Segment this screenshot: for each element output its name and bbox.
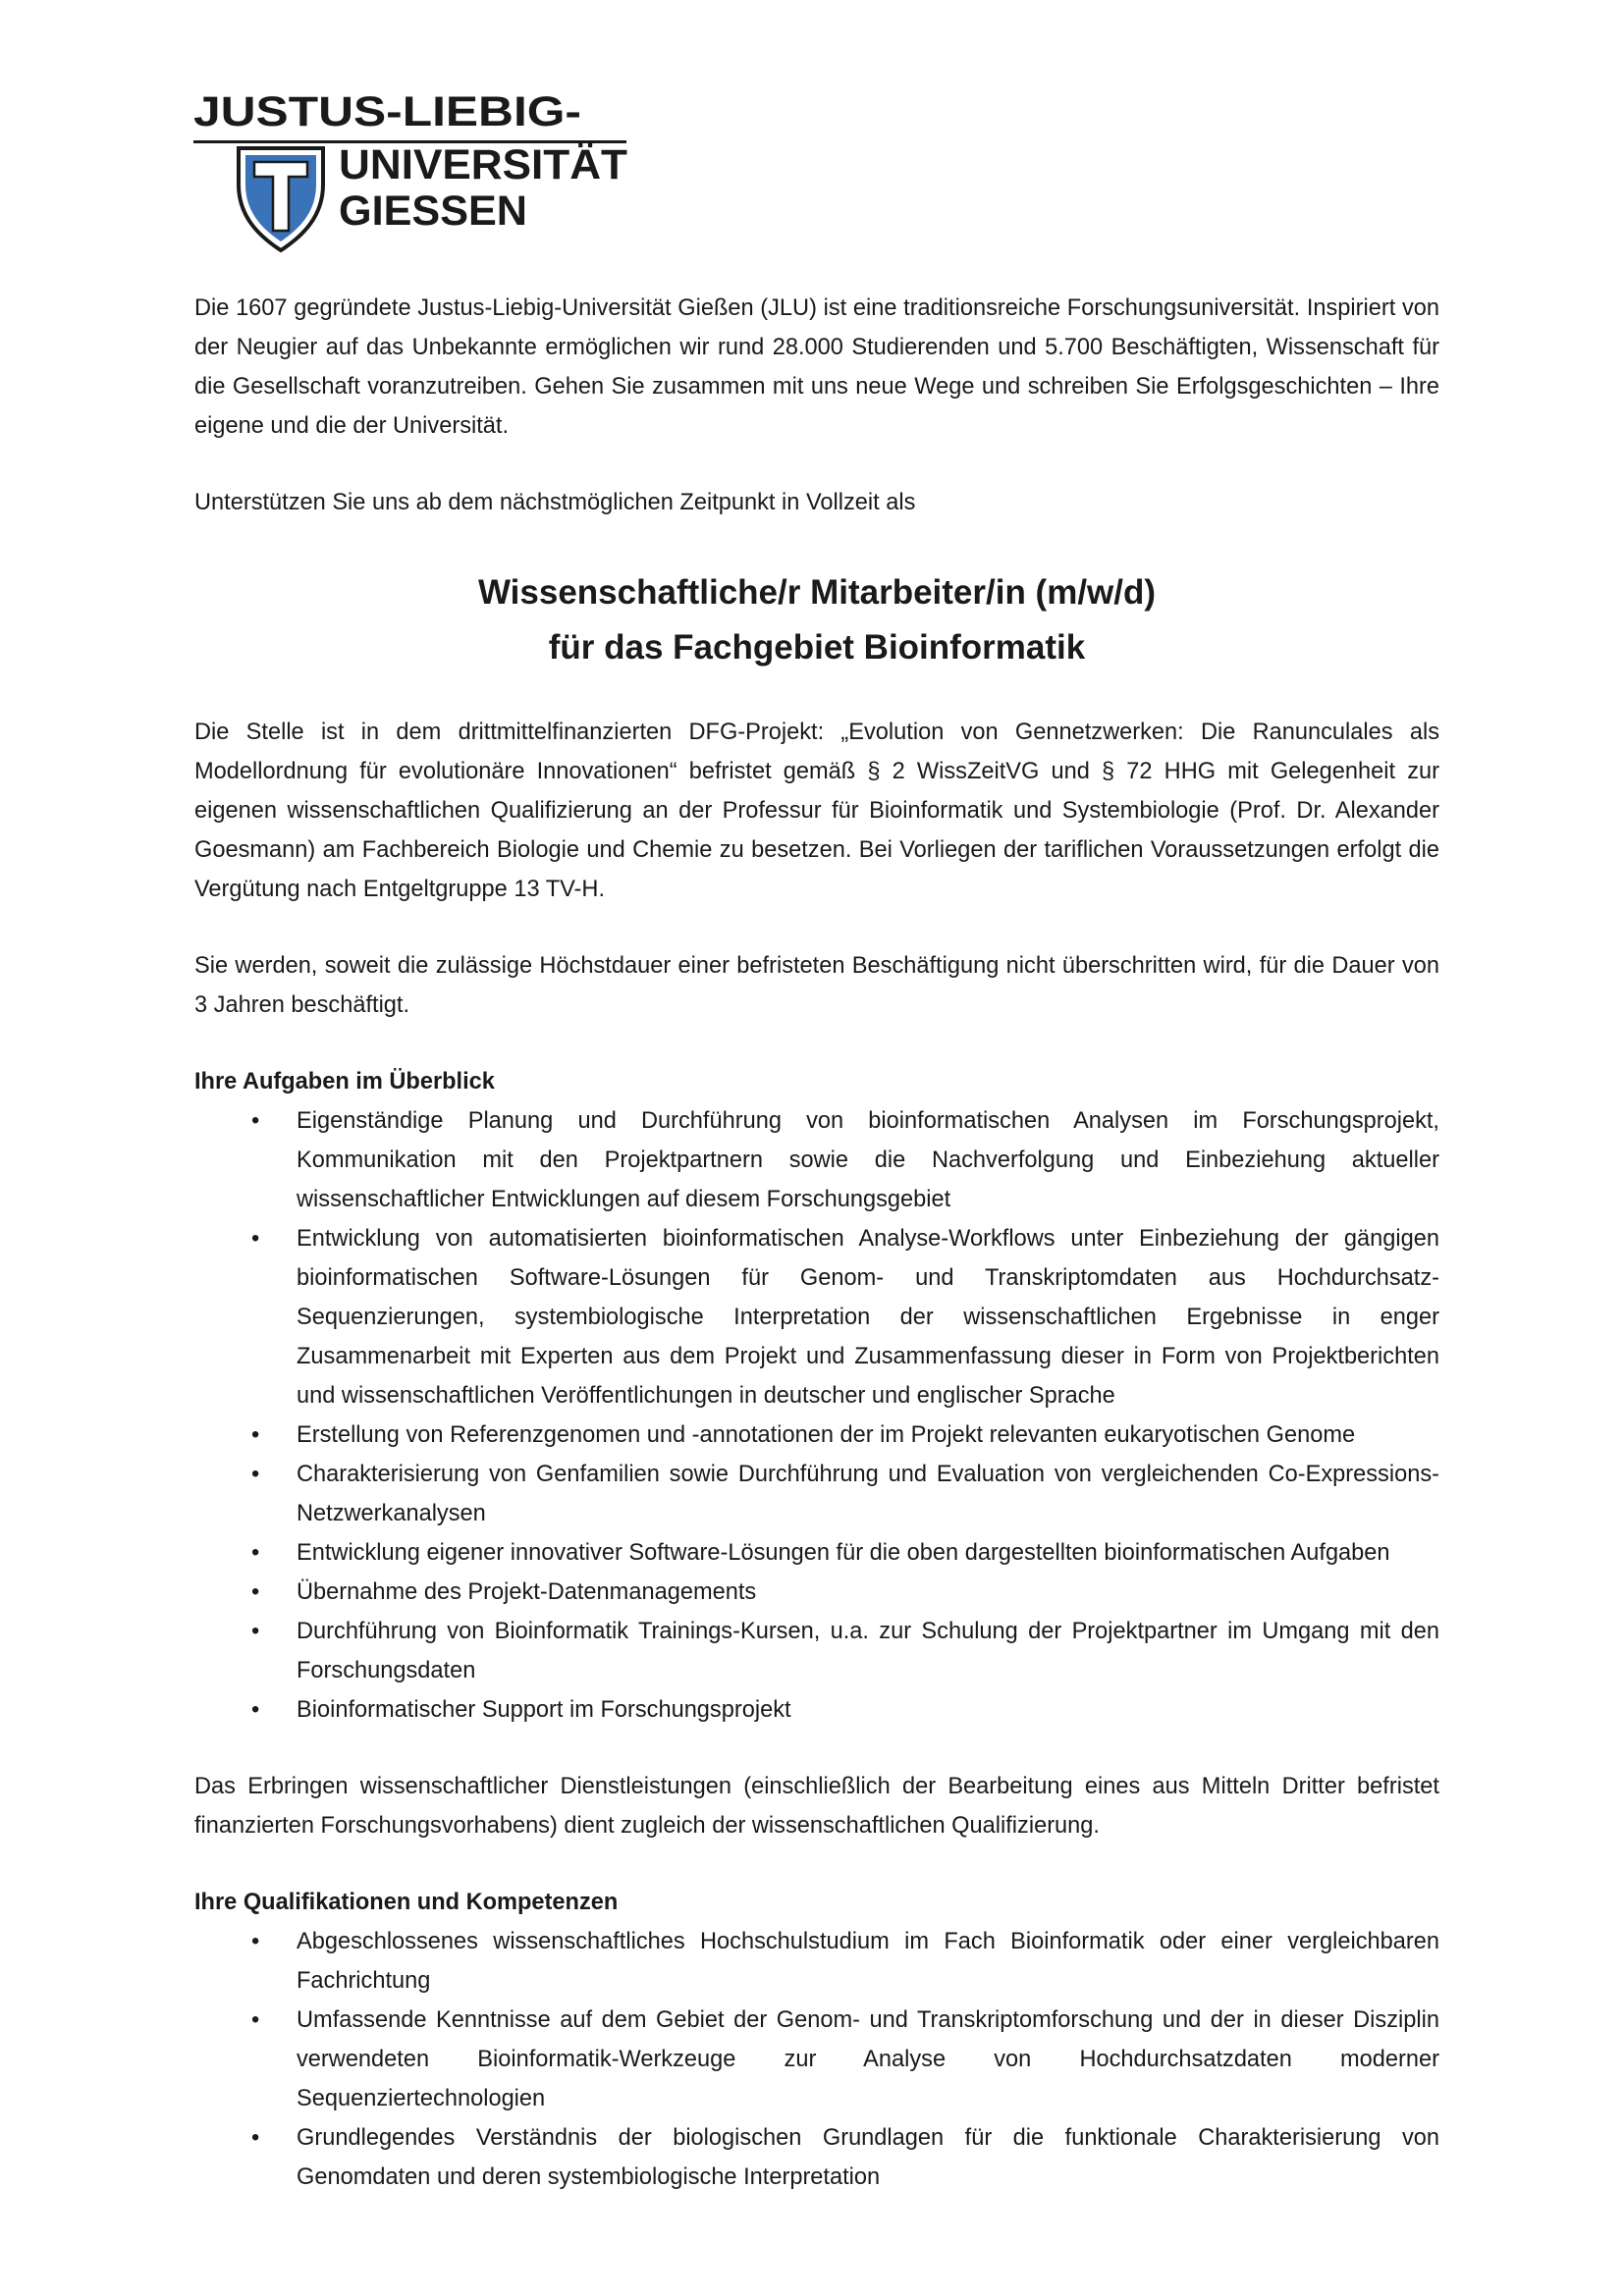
logo-line1: JUSTUS-LIEBIG- [193,90,581,135]
list-item [194,1455,1439,1533]
list-item [194,1922,1439,2001]
list-item-text: Durchführung von Bioinformatik Trainings-Kursen, u.a. zur Schulung der Projektpartner im Umgang mit den Forschungsdaten [297,1619,1439,1683]
bullet-icon: • [251,1462,260,1487]
bullet-icon: • [251,1929,260,1954]
qualifications-list [194,1922,1439,2197]
list-item [194,1219,1439,1415]
job-posting-body [194,289,1439,2197]
list-item-text: Umfassende Kenntnisse auf dem Gebiet der Genom- und Transkriptomforschung und der in dieser Disziplin verwendeten Bioinformatik-Werkzeuge zur Analyse von Hochdurchsatzdaten moderner Sequenziertechnologien [297,2007,1439,2111]
qualifications-heading: Ihre Qualifikationen und Kompetenzen [194,1890,619,1915]
bullet-icon: • [251,1226,260,1252]
list-item-text: Eigenständige Planung und Durchführung von bioinformatischen Analysen im Forschungsprojekt, Kommunikation mit den Projektpartnern sowie die Nachverfolgung und Einbeziehung aktueller wissenschaftlicher Entwicklungen auf diesem Forschungsgebiet [297,1108,1439,1212]
list-item [194,1612,1439,1690]
list-item-text: Bioinformatischer Support im Forschungsprojekt [297,1697,791,1723]
list-item [194,1533,1439,1573]
bullet-icon: • [251,1579,260,1605]
list-item [194,2001,1439,2118]
intro-paragraph: Die 1607 gegründete Justus-Liebig-Universität Gießen (JLU) ist eine traditionsreiche Forschungsuniversität. Inspiriert von der Neugier auf das Unbekannte ermöglichen wir rund 28.000 Studierenden und 5.700 Beschäftigten, Wissenschaft für die Gesellschaft voranzutreiben. Gehen Sie zusammen mit uns neue Wege und schreiben Sie Erfolgsgeschichten – Ihre eigene und die der Universität. [194,295,1439,439]
list-item [194,1415,1439,1455]
job-title [194,565,1439,675]
bullet-icon: • [251,1422,260,1448]
job-title-line2: für das Fachgebiet Bioinformatik [548,628,1086,667]
list-item-text: Entwicklung eigener innovativer Software-Lösungen für die oben dargestellten bioinformatischen Aufgaben [297,1540,1390,1566]
shield-T-emblem [239,148,323,250]
university-logo-graphic [193,90,630,257]
tasks-list [194,1101,1439,1730]
bullet-icon: • [251,1697,260,1723]
list-item [194,1573,1439,1612]
bullet-icon: • [251,1540,260,1566]
tasks-heading: Ihre Aufgaben im Überblick [194,1069,495,1095]
position-paragraph: Die Stelle ist in dem drittmittelfinanzierten DFG-Projekt: „Evolution von Gennetzwerken: Die Ranunculales als Modellordnung für evolutionäre Innovationen“ befristet gemäß § 2 WissZeitVG und § 72 HHG mit Gelegenheit zur eigenen wissenschaftlichen Qualifizierung an der Professur für Bioinformatik und Systembiologie (Prof. Dr. Alexander Goesmann) am Fachbereich Biologie und Chemie zu besetzen. Bei Vorliegen der tariflichen Voraussetzungen erfolgt die Vergütung nach Entgeltgruppe 13 TV-H. [194,720,1439,902]
services-paragraph: Das Erbringen wissenschaftlicher Dienstleistungen (einschließlich der Bearbeitung eines aus Mitteln Dritter befristet finanzierten Forschungsvorhabens) dient zugleich der wissenschaftlichen Qualifizierung. [194,1774,1439,1839]
list-item-text: Abgeschlossenes wissenschaftliches Hochschulstudium im Fach Bioinformatik oder einer vergleichbaren Fachrichtung [297,1929,1439,1994]
list-item-text: Grundlegendes Verständnis der biologischen Grundlagen für die funktionale Charakterisierung von Genomdaten und deren systembiologische Interpretation [297,2125,1439,2190]
bullet-icon: • [251,2007,260,2033]
logo-line3: GIESSEN [339,187,527,235]
job-title-line1: Wissenschaftliche/r Mitarbeiter/in (m/w/d) [477,573,1157,612]
list-item-text: Entwicklung von automatisierten bioinformatischen Analyse-Workflows unter Einbeziehung der gängigen bioinformatischen Software-Lösungen für Genom- und Transkriptomdaten aus Hochdurchsatz-Sequenzierungen, systembiologische Interpretation der wissenschaftlichen Ergebnisse in enger Zusammenarbeit mit Experten aus dem Projekt und Zusammenfassung dieser in Form von Projektberichten und wissenschaftlichen Veröffentlichungen in deutscher und englischer Sprache [297,1226,1439,1409]
list-item-text: Erstellung von Referenzgenomen und -annotationen der im Projekt relevanten eukaryotischen Genome [297,1422,1356,1448]
list-item [194,1101,1439,1219]
bullet-icon: • [251,1108,260,1134]
university-logo [193,90,630,257]
list-item [194,2118,1439,2197]
duration-paragraph: Sie werden, soweit die zulässige Höchstdauer einer befristeten Beschäftigung nicht überschritten wird, für die Dauer von 3 Jahren beschäftigt. [194,953,1439,1018]
lead-paragraph: Unterstützen Sie uns ab dem nächstmöglichen Zeitpunkt in Vollzeit als [194,490,916,515]
logo-line2: UNIVERSITÄT [339,141,627,188]
list-item [194,1690,1439,1730]
list-item-text: Charakterisierung von Genfamilien sowie Durchführung und Evaluation von vergleichenden Co-Expressions-Netzwerkanalysen [297,1462,1439,1526]
bullet-icon: • [251,1619,260,1644]
list-item-text: Übernahme des Projekt-Datenmanagements [297,1579,757,1605]
bullet-icon: • [251,2125,260,2151]
